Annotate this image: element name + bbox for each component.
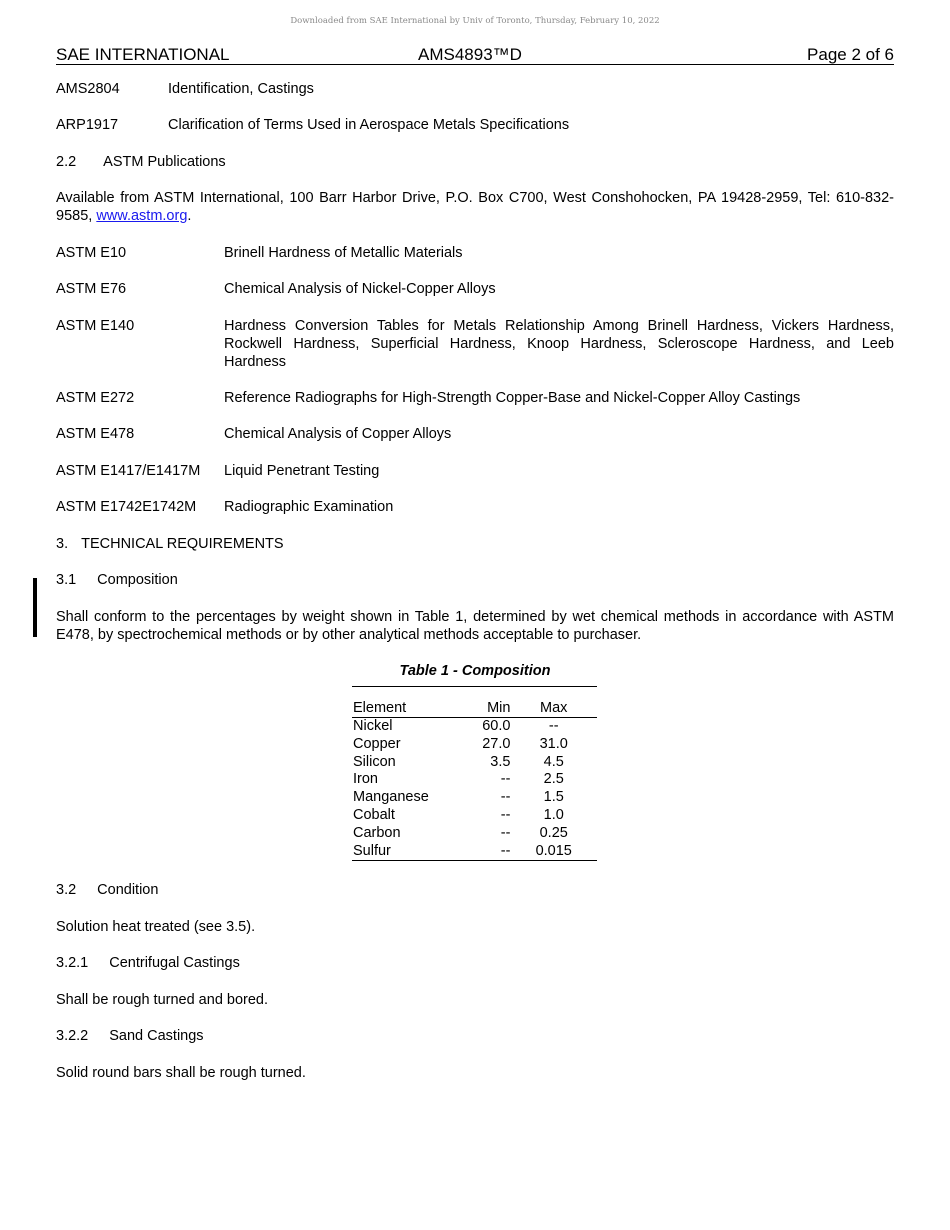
section-title: ASTM Publications — [103, 154, 226, 170]
min-cell: 27.0 — [482, 735, 511, 752]
element-cell: Carbon — [353, 824, 401, 841]
section-heading-condition — [56, 881, 158, 899]
section-number: 3. — [56, 536, 69, 552]
min-cell: -- — [500, 789, 511, 806]
revision-change-bar — [33, 578, 37, 637]
element-cell: Copper — [353, 735, 401, 752]
min-cell: -- — [500, 842, 511, 859]
section-number: 3.2.1 — [56, 955, 89, 971]
ref-code: ASTM E140 — [56, 318, 135, 334]
min-cell: 3.5 — [490, 753, 511, 770]
max-cell: 0.25 — [539, 824, 568, 841]
max-cell: 2.5 — [543, 771, 564, 788]
ref-code: ASTM E478 — [56, 426, 135, 442]
ref-title: Reference Radiographs for High-Strength Copper-Base and Nickel-Copper Alloy Castings — [224, 390, 801, 406]
ref-code: ARP1917 — [56, 117, 119, 133]
table-row — [352, 754, 597, 772]
ref-title: Hardness Conversion Tables for Metals Relationship Among Brinell Hardness, Vickers Hardness, Rockwell Hardness, Superficial Hardness, Knoop Hardness, Scleroscope Hardness, and Leeb Hardness — [224, 318, 894, 370]
element-cell: Manganese — [353, 789, 429, 806]
composition-text: Shall conform to the percentages by weight shown in Table 1, determined by wet chemical methods in accordance with ASTM E478, by spectrochemical methods or by other analytical methods acceptable to purchaser. — [56, 609, 894, 643]
header-org: SAE INTERNATIONAL — [56, 45, 230, 64]
element-cell: Sulfur — [353, 842, 391, 859]
min-cell: -- — [500, 806, 511, 823]
section-title: Condition — [97, 882, 159, 898]
table-caption: Table 1 - Composition — [399, 663, 551, 679]
header-page-number: Page 2 of 6 — [807, 45, 894, 64]
section-title: Composition — [97, 572, 178, 588]
element-cell: Cobalt — [353, 806, 395, 823]
table-row — [352, 807, 597, 825]
column-header-min: Min — [487, 700, 511, 716]
table-header-row — [352, 687, 597, 718]
min-cell: -- — [500, 771, 511, 788]
table-row — [352, 736, 597, 754]
ref-code: ASTM E76 — [56, 281, 127, 297]
sand-text: Solid round bars shall be rough turned. — [56, 1065, 306, 1081]
ref-code: ASTM E1417/E1417M — [56, 463, 201, 479]
period: . — [187, 208, 192, 224]
ref-title: Brinell Hardness of Metallic Materials — [224, 245, 463, 261]
ref-title: Radiographic Examination — [224, 499, 394, 515]
composition-table — [352, 686, 597, 861]
header-doc-number: AMS4893™D — [418, 45, 522, 64]
min-cell: -- — [500, 824, 511, 841]
ref-title: Clarification of Terms Used in Aerospace Metals Specifications — [168, 117, 570, 133]
ref-code: ASTM E1742E1742M — [56, 499, 197, 515]
table-row — [352, 789, 597, 807]
min-cell: 60.0 — [482, 718, 511, 734]
section-number: 2.2 — [56, 154, 77, 170]
max-cell: 1.5 — [543, 789, 564, 806]
centrifugal-text: Shall be rough turned and bored. — [56, 992, 269, 1008]
table-row — [352, 843, 597, 861]
element-cell: Iron — [353, 771, 378, 788]
section-title: Sand Castings — [109, 1028, 204, 1044]
section-heading-composition — [56, 571, 178, 589]
table-row — [352, 718, 597, 736]
max-cell: 1.0 — [543, 806, 564, 823]
table-row — [352, 825, 597, 843]
ref-title: Identification, Castings — [168, 81, 314, 97]
element-cell: Nickel — [353, 718, 393, 734]
download-note: Downloaded from SAE International by Univ of Toronto, Thursday, February 10, 2022 — [290, 16, 660, 26]
ref-code: AMS2804 — [56, 81, 120, 97]
section-title: Centrifugal Castings — [109, 955, 240, 971]
section-heading-technical-requirements — [56, 535, 284, 553]
availability-text: Available from ASTM International, 100 Barr Harbor Drive, P.O. Box C700, West Conshohocken, PA 19428-2959, Tel: 610-832-9585, — [56, 190, 894, 224]
ref-code: ASTM E272 — [56, 390, 135, 406]
ref-title: Chemical Analysis of Nickel-Copper Alloys — [224, 281, 496, 297]
column-header-max: Max — [540, 700, 568, 716]
ref-title: Chemical Analysis of Copper Alloys — [224, 426, 452, 442]
max-cell: -- — [548, 718, 559, 734]
section-number: 3.2.2 — [56, 1028, 89, 1044]
table-row — [352, 771, 597, 789]
ref-title: Liquid Penetrant Testing — [224, 463, 380, 479]
max-cell: 4.5 — [543, 753, 564, 770]
section-number: 3.1 — [56, 572, 77, 588]
ref-code: ASTM E10 — [56, 245, 127, 261]
astm-website-link[interactable]: www.astm.org — [96, 208, 188, 224]
element-cell: Silicon — [353, 753, 396, 770]
column-header-element: Element — [353, 700, 407, 716]
section-heading-centrifugal-castings — [56, 954, 240, 972]
page-header — [56, 45, 894, 65]
section-number: 3.2 — [56, 882, 77, 898]
condition-text: Solution heat treated (see 3.5). — [56, 919, 256, 935]
astm-availability — [56, 189, 894, 225]
section-heading-sand-castings — [56, 1027, 204, 1045]
section-heading-astm — [56, 153, 226, 171]
section-title: TECHNICAL REQUIREMENTS — [81, 536, 284, 552]
max-cell: 31.0 — [539, 735, 568, 752]
max-cell: 0.015 — [535, 842, 572, 859]
